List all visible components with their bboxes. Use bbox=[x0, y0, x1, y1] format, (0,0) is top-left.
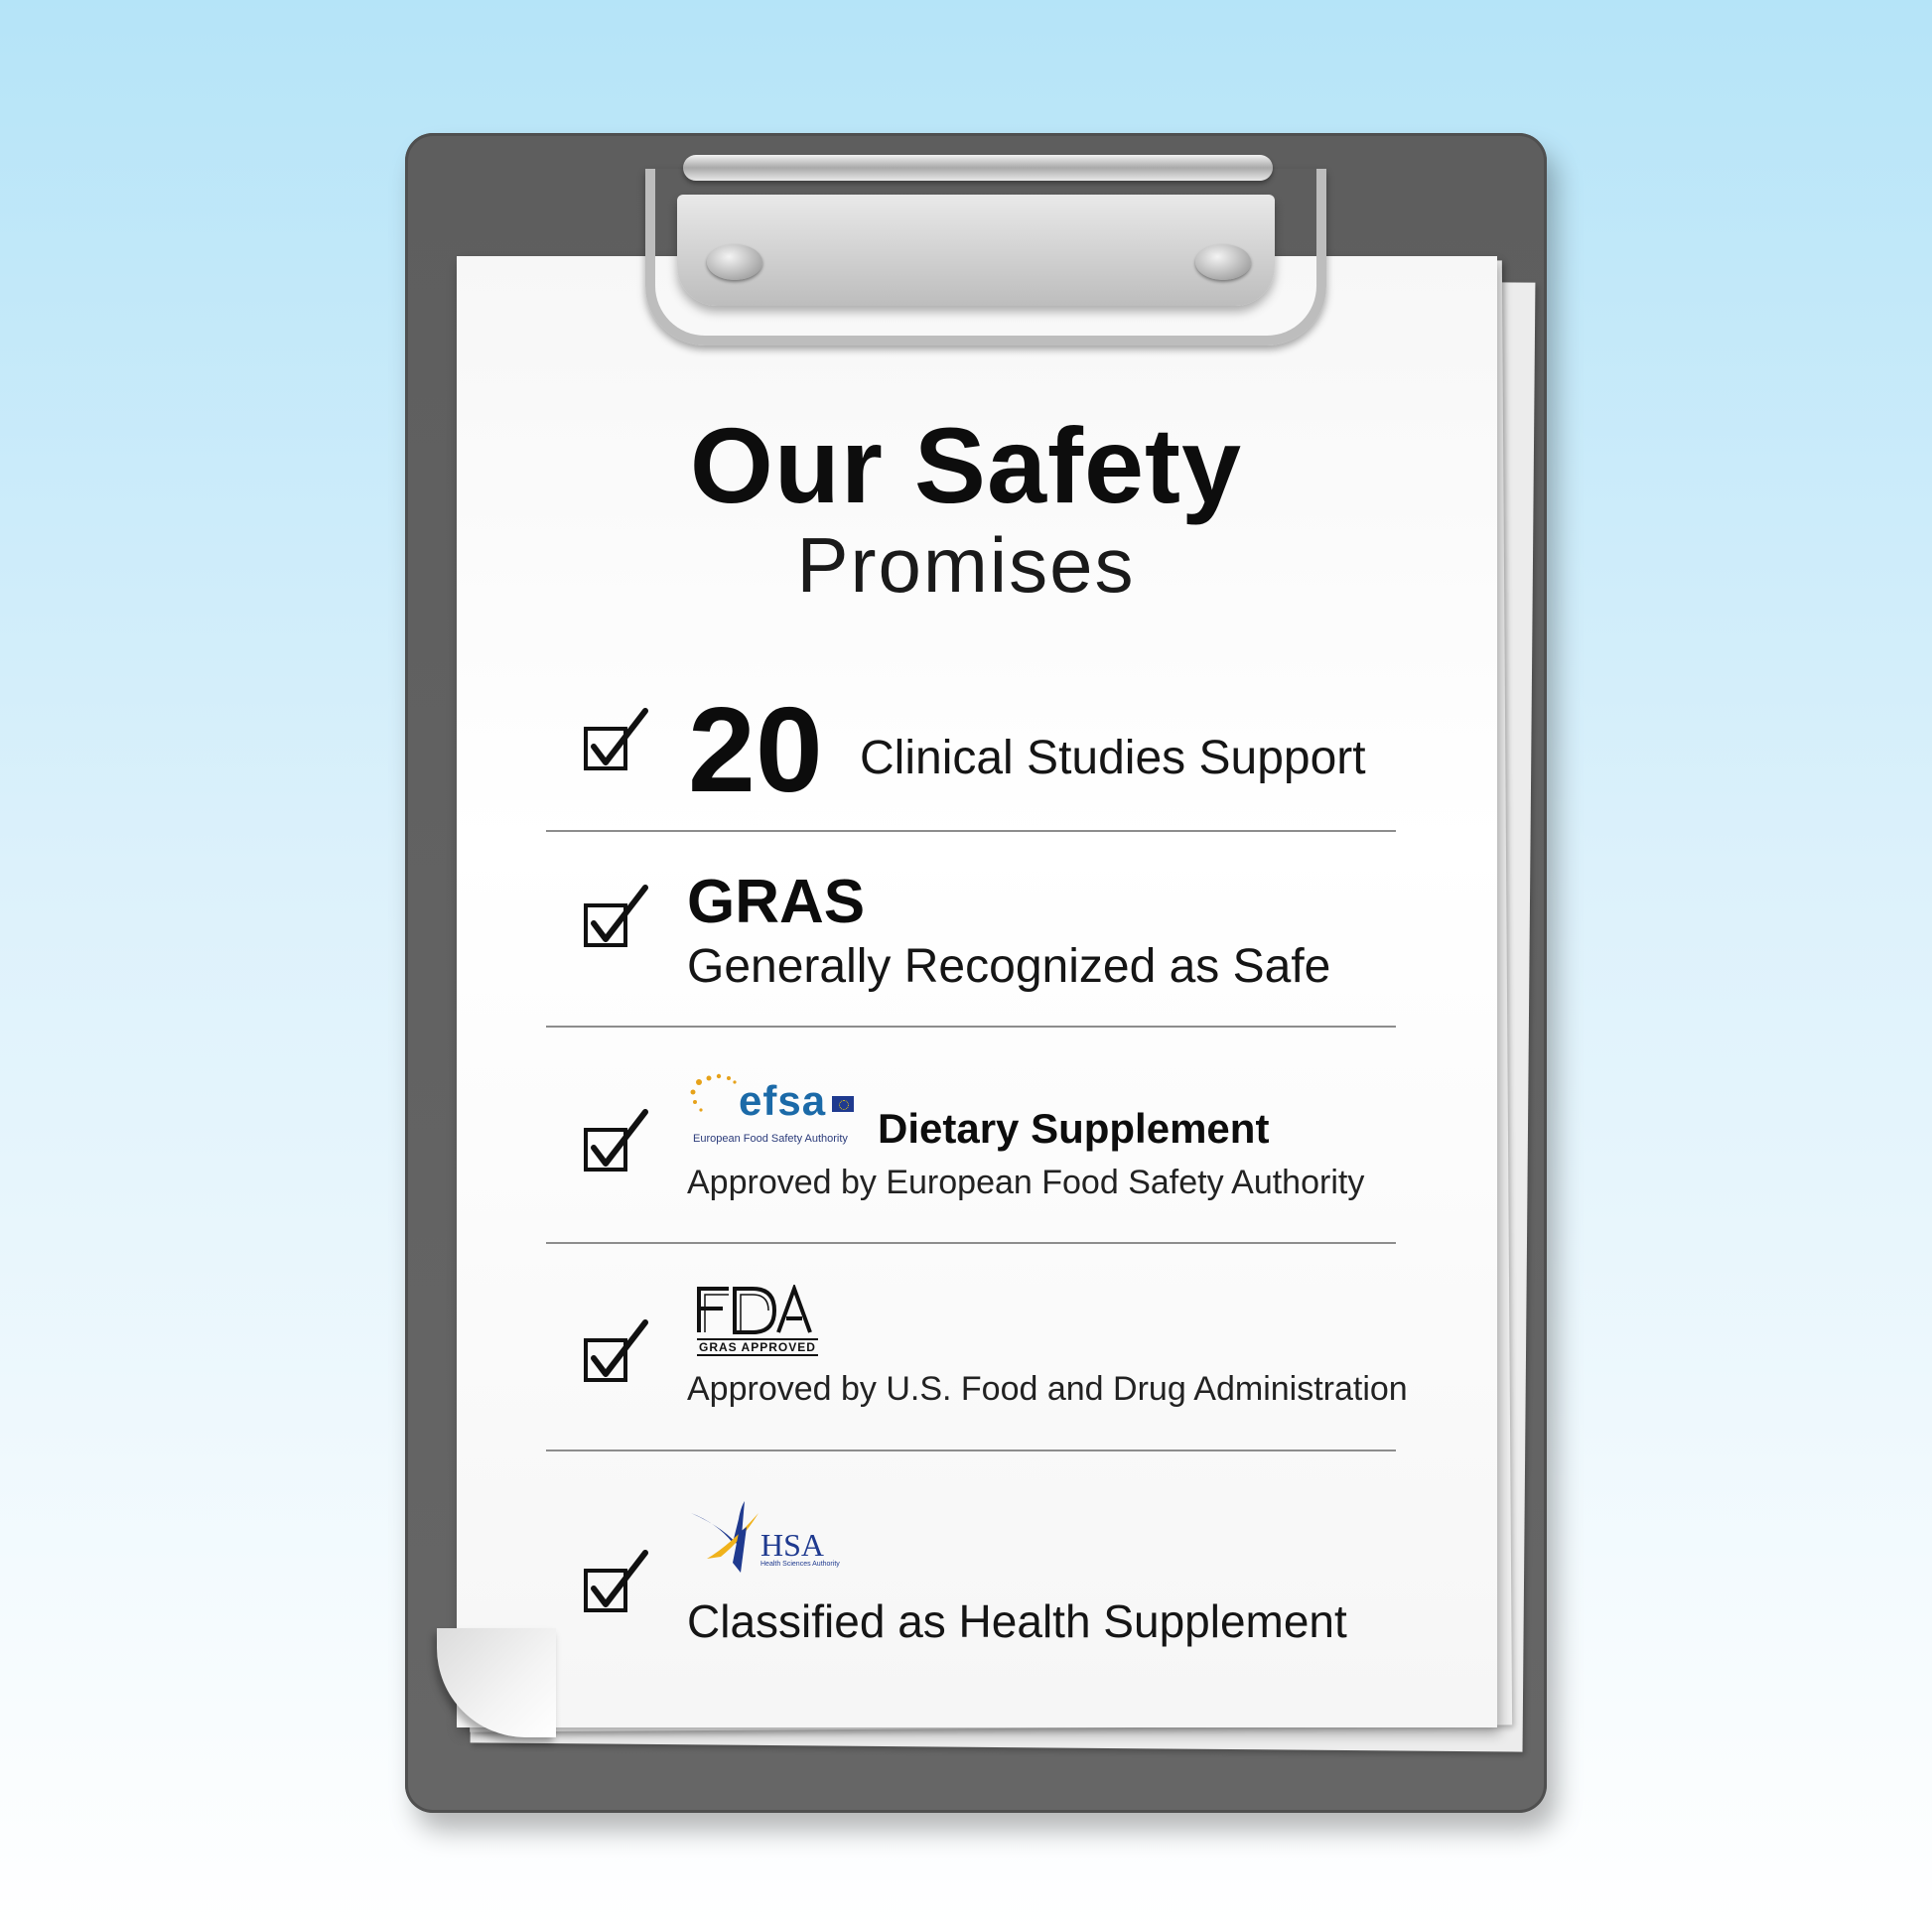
fda-caption: GRAS APPROVED bbox=[699, 1340, 816, 1354]
hsa-emblem-icon bbox=[687, 1493, 766, 1577]
clip-rivet-icon bbox=[707, 244, 762, 280]
divider bbox=[546, 830, 1396, 832]
fda-logo bbox=[695, 1285, 814, 1358]
efsa-caption: European Food Safety Authority bbox=[693, 1133, 848, 1145]
gras-heading: GRAS bbox=[687, 868, 866, 936]
efsa-heading: Dietary Supplement bbox=[878, 1105, 1270, 1152]
clinical-studies-text: Clinical Studies Support bbox=[860, 732, 1366, 784]
hsa-logo bbox=[687, 1493, 846, 1577]
page-subtitle: Promises bbox=[796, 521, 1136, 609]
eu-flag-icon bbox=[832, 1096, 854, 1112]
fda-letters-icon bbox=[695, 1285, 812, 1336]
hsa-caption: Health Sciences Authority bbox=[760, 1561, 840, 1568]
efsa-wordmark: efsa bbox=[739, 1077, 827, 1124]
divider bbox=[546, 1026, 1396, 1028]
hsa-wordmark: HSA bbox=[760, 1527, 825, 1563]
gras-description: Generally Recognized as Safe bbox=[687, 940, 1331, 993]
promise-item-hsa bbox=[546, 1493, 1396, 1647]
clip-bar bbox=[683, 155, 1273, 181]
divider bbox=[546, 1242, 1396, 1244]
promise-item-clinical-studies bbox=[546, 682, 1396, 817]
efsa-logo bbox=[687, 1070, 856, 1150]
promise-item-fda bbox=[546, 1285, 1408, 1424]
hsa-description: Classified as Health Supplement bbox=[687, 1595, 1347, 1647]
clinical-studies-count: 20 bbox=[688, 682, 823, 817]
divider bbox=[546, 1449, 1396, 1451]
checkbox-checked-icon bbox=[584, 1569, 625, 1610]
checkbox-checked-icon bbox=[584, 1128, 625, 1170]
page-title: Our Safety bbox=[689, 405, 1243, 525]
promise-item-efsa bbox=[546, 1070, 1396, 1209]
promise-item-gras bbox=[546, 868, 1396, 993]
checkbox-checked-icon bbox=[584, 1338, 625, 1380]
efsa-description: Approved by European Food Safety Authority bbox=[687, 1164, 1365, 1201]
clip-rivet-icon bbox=[1195, 244, 1251, 280]
efsa-stars-icon bbox=[687, 1070, 747, 1120]
fda-description: Approved by U.S. Food and Drug Administration bbox=[687, 1370, 1408, 1408]
checkbox-checked-icon bbox=[584, 903, 625, 945]
clip-plate bbox=[677, 195, 1275, 306]
checkbox-checked-icon bbox=[584, 727, 625, 768]
